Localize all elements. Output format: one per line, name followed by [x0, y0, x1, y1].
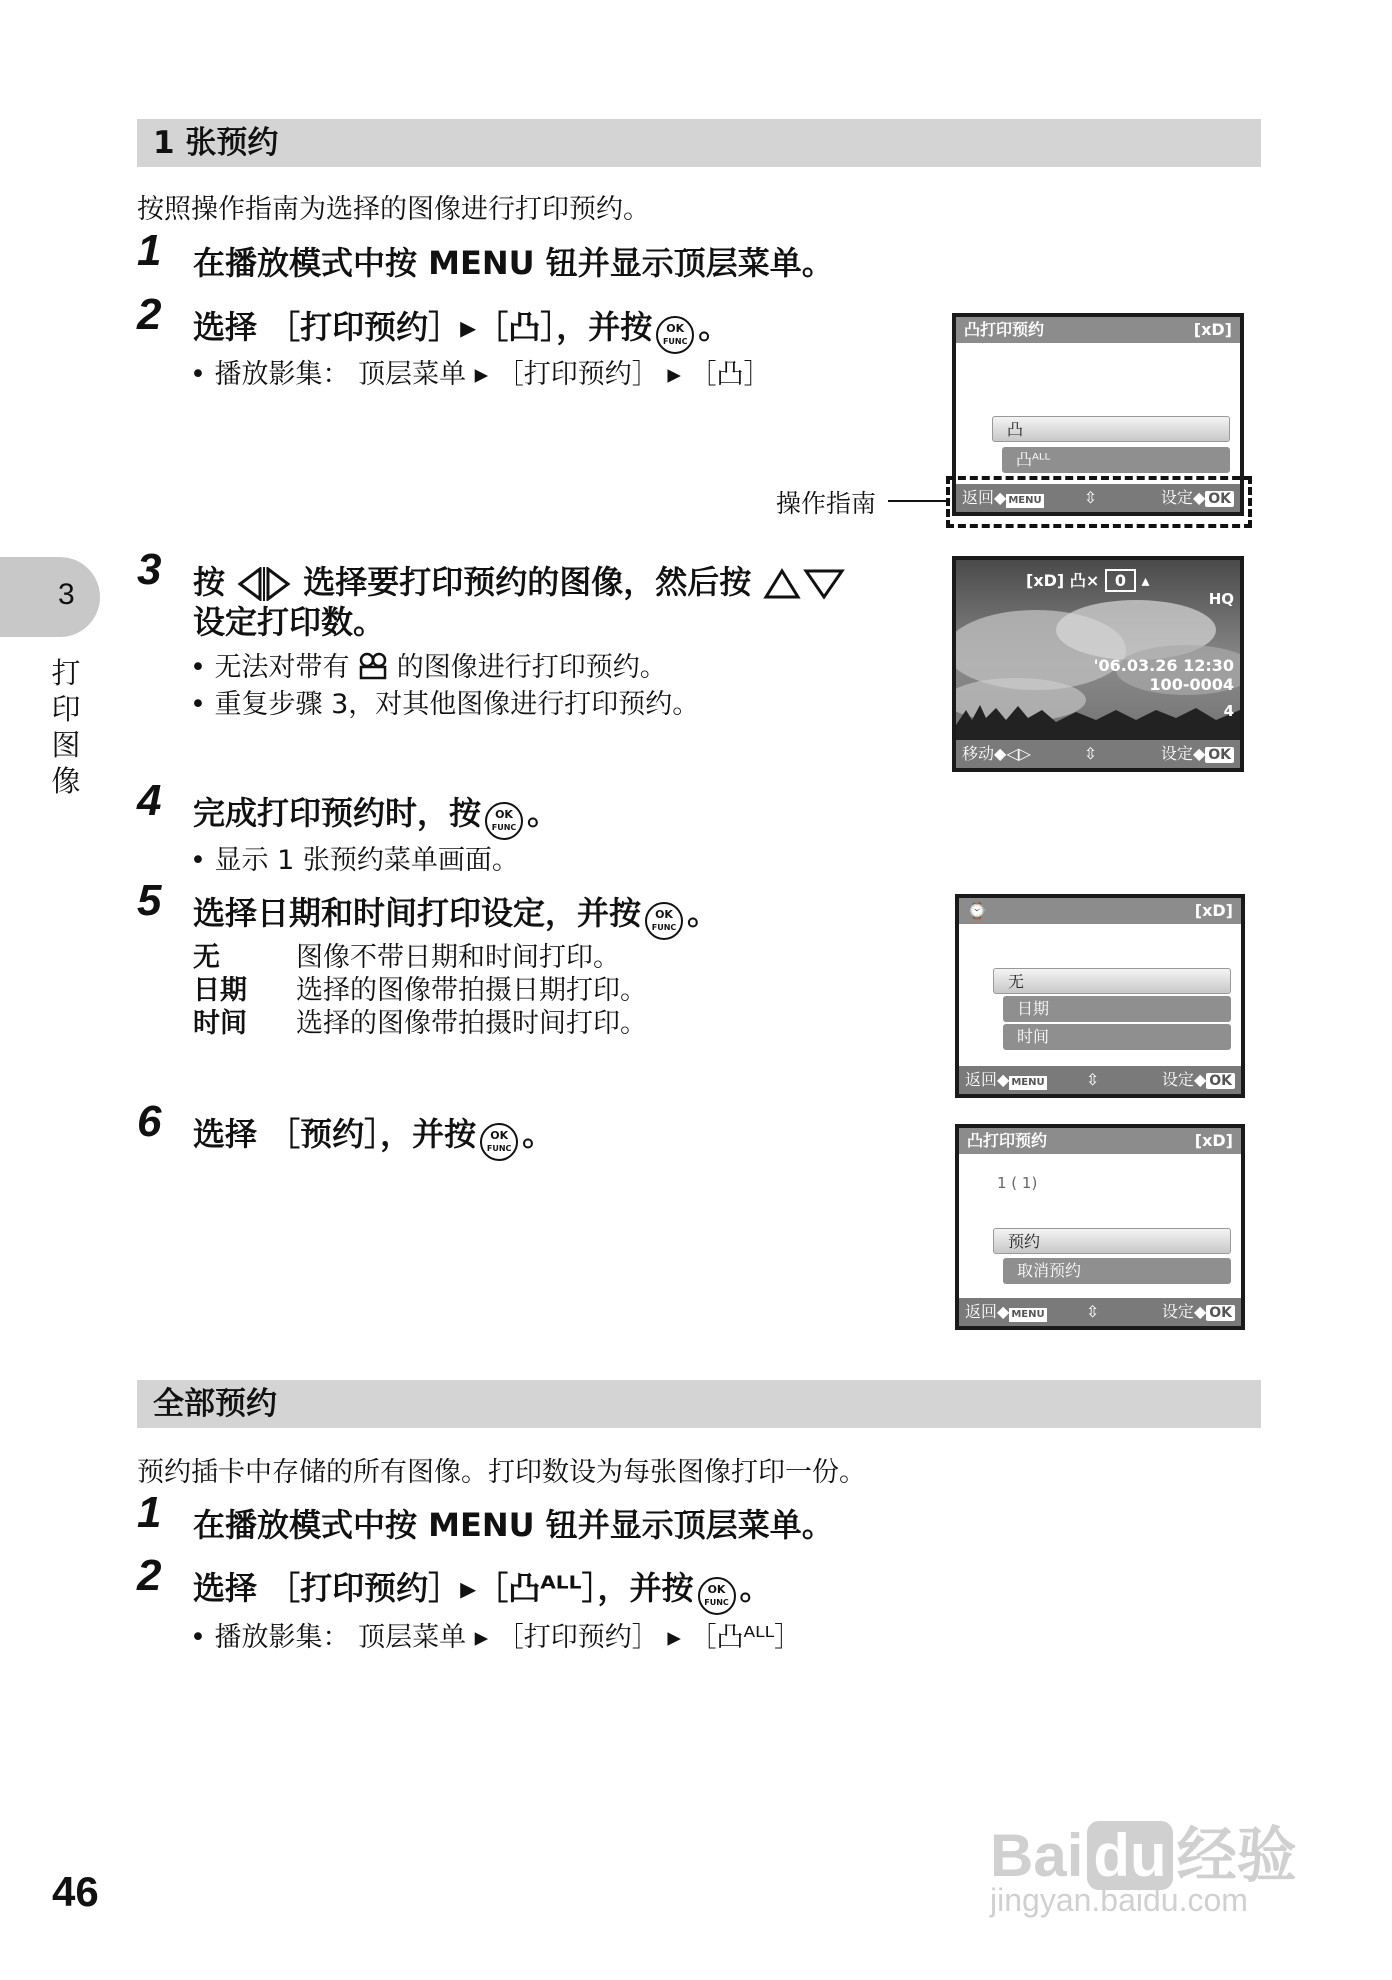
updown-icon: ⇳: [1083, 744, 1098, 763]
menu-item-all[interactable]: 凸ᴬᴸᴸ: [1002, 447, 1230, 473]
lcd-header: [959, 1128, 1241, 1154]
left-right-arrows-icon: [236, 567, 292, 601]
reserve-count: 1 ( 1): [997, 1174, 1038, 1192]
watermark-logo: Bai du 经验: [990, 1822, 1297, 1889]
lcd-title: 凸打印预约: [964, 320, 1045, 339]
section-intro: 预约插卡中存储的所有图像。打印数设为每张图像打印一份。: [137, 1457, 866, 1488]
menu-item-single[interactable]: 凸: [992, 416, 1230, 442]
lcd-footer: [959, 1298, 1241, 1326]
step-title: [193, 302, 730, 354]
menu-item-time[interactable]: 时间: [1003, 1024, 1231, 1050]
step-number: 5: [137, 876, 162, 925]
section-intro: 按照操作指南为选择的图像进行打印预约。: [137, 194, 650, 225]
set-hint: 设定◆ OK: [1161, 740, 1234, 768]
back-hint: 返回◆ MENU: [965, 1070, 1045, 1089]
step-title: 完成打印预约时，按 OK FUNC 。: [193, 788, 559, 840]
option-desc: 选择的图像带拍摄日期打印。: [296, 975, 647, 1006]
operation-guide-label: 操作指南: [776, 489, 877, 518]
step-text: 选择要打印预约的图像，然后按: [303, 563, 752, 601]
menu-item-cancel-reserve[interactable]: 取消预约: [1003, 1258, 1231, 1284]
menu-item-none[interactable]: 无: [993, 968, 1231, 994]
updown-icon: ⇳: [1083, 488, 1098, 507]
step-title: 选择日期和时间打印设定，并按 OK FUNC 。: [193, 888, 719, 940]
option-desc: 图像不带日期和时间打印。: [296, 942, 620, 973]
menu-item-date[interactable]: 日期: [1003, 996, 1231, 1022]
option-term: 无: [193, 942, 220, 973]
back-hint: 返回◆ MENU: [965, 1302, 1045, 1321]
lcd-screen-image-view: [952, 556, 1244, 772]
step-text: 按: [193, 563, 226, 601]
ok-func-button-icon: OK FUNC: [485, 802, 523, 840]
step-number: 4: [137, 776, 162, 825]
step-number: 2: [137, 1551, 162, 1600]
lcd-footer: [959, 1066, 1241, 1094]
section-title-all: 全部预约: [137, 1380, 1261, 1428]
watermark-url: jingyan.baidu.com: [990, 1882, 1248, 1918]
operation-guide-highlight: [946, 476, 1252, 528]
step-note: • 重复步骤 3，对其他图像进行打印预约。: [190, 689, 700, 720]
move-hint: 移动◆◁▷: [962, 744, 1031, 763]
step-text-end: 。: [698, 308, 731, 346]
section-title-single: 1 张预约: [137, 119, 1261, 167]
chapter-number: 3: [58, 578, 75, 611]
step-note: • 无法对带有 的图像进行打印预约。: [190, 652, 667, 683]
guide-leader-line: [888, 500, 950, 502]
lcd-title: 凸打印预约: [967, 1131, 1048, 1150]
step-note: • 播放影集： 顶层菜单 ▸ ［打印预约］ ▸ ［凸］: [190, 359, 771, 390]
step-title-line2: 设定打印数。: [193, 603, 386, 641]
step-title: 选择 ［预约］，并按 OK FUNC 。: [193, 1109, 554, 1161]
ok-func-button-icon: OK FUNC: [480, 1123, 518, 1161]
file-number: 100-0004: [1149, 675, 1234, 694]
chapter-title: 打印图像: [51, 656, 81, 798]
ok-func-button-icon: OK FUNC: [656, 316, 694, 354]
step-number: 3: [137, 545, 162, 594]
step-title: 在播放模式中按 MENU 钮并显示顶层菜单。: [193, 1506, 834, 1544]
lcd-footer: [956, 740, 1240, 768]
card-indicator: [xD]: [1194, 1131, 1233, 1150]
movie-icon: [358, 652, 388, 680]
up-down-arrows-icon: [762, 567, 846, 601]
lcd-header: [956, 317, 1240, 343]
ok-func-button-icon: OK FUNC: [645, 902, 683, 940]
option-term: 时间: [193, 1008, 247, 1039]
ok-func-button-icon: OK FUNC: [698, 1577, 736, 1615]
lcd-screen-reserve-confirm: [955, 1124, 1245, 1330]
card-count-indicator: [xD] 凸× 0 ▴: [1026, 571, 1150, 590]
step-number: 6: [137, 1097, 162, 1146]
print-count-value[interactable]: 0: [1105, 569, 1136, 592]
clock-icon: ⌚: [967, 901, 987, 920]
menu-item-reserve[interactable]: 预约: [993, 1228, 1231, 1254]
card-indicator: [xD]: [1193, 320, 1232, 339]
card-indicator: [xD]: [1194, 901, 1233, 920]
updown-icon: ⇳: [1085, 1070, 1100, 1089]
page-number: 46: [52, 1868, 99, 1915]
chapter-tab: [0, 557, 100, 637]
lcd-header: [959, 898, 1241, 924]
updown-icon: ⇳: [1085, 1302, 1100, 1321]
back-hint: 返回◆ MENU: [962, 488, 1042, 507]
set-hint: 设定◆ OK: [1162, 1066, 1235, 1094]
step-note: • 播放影集： 顶层菜单 ▸ ［打印预约］ ▸ ［凸ᴬᴸᴸ］: [190, 1622, 802, 1653]
step-title: 在播放模式中按 MENU 钮并显示顶层菜单。: [193, 244, 834, 282]
option-desc: 选择的图像带拍摄时间打印。: [296, 1008, 647, 1039]
set-hint: 设定◆ OK: [1161, 484, 1234, 512]
step-text: 选择 ［打印预约］▸［凸］，并按: [193, 308, 653, 346]
lcd-screen-date-setting: [955, 894, 1245, 1098]
step-title: 选择 ［打印预约］▸［凸ᴬᴸᴸ］，并按 OK FUNC 。: [193, 1563, 772, 1615]
step-number: 1: [137, 226, 162, 275]
image-index: 4: [1223, 702, 1234, 720]
step-number: 1: [137, 1488, 162, 1537]
quality-indicator: HQ: [1208, 590, 1234, 608]
step-number: 2: [137, 290, 162, 339]
set-hint: 设定◆ OK: [1162, 1298, 1235, 1326]
step-note: • 显示 1 张预约菜单画面。: [190, 845, 519, 876]
datetime-readout: '06.03.26 12:30: [1093, 656, 1234, 675]
option-term: 日期: [193, 975, 247, 1006]
